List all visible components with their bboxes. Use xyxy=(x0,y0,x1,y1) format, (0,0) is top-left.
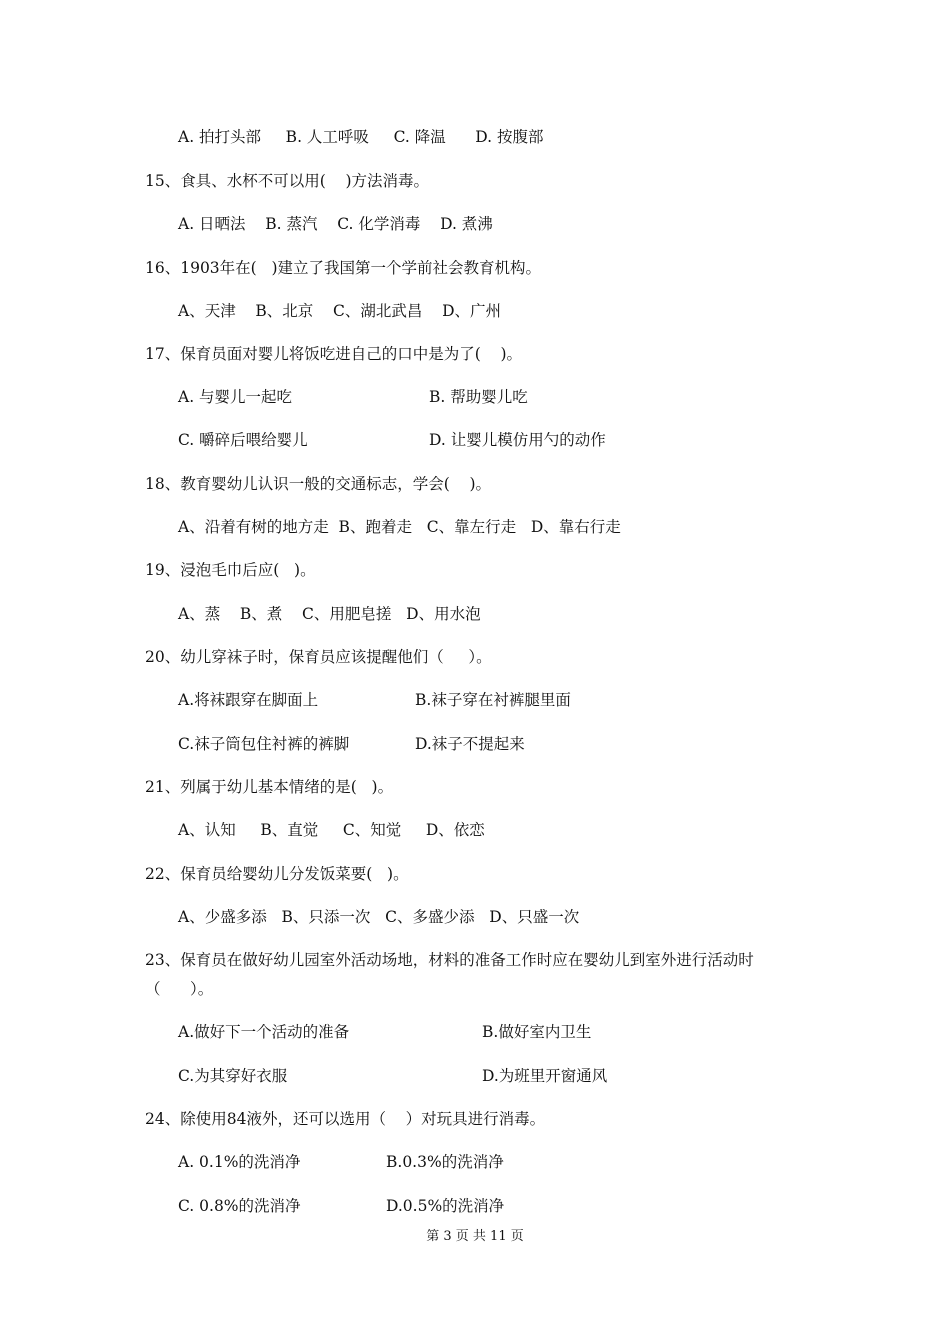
option-q24-b: B.0.3%的洗消净 xyxy=(386,1153,504,1171)
page-footer: 第 3 页 共 11 页 xyxy=(426,1229,524,1244)
question-23: 23、保育员在做好幼儿园室外活动场地，材料的准备工作时应在婴幼儿到室外进行活动时 xyxy=(145,951,754,969)
option-q23-a: A.做好下一个活动的准备 xyxy=(178,1023,350,1041)
option-q20-d: D.袜子不提起来 xyxy=(415,735,525,753)
options-line-q14: A. 拍打头部 B. 人工呼吸 C. 降温 D. 按腹部 xyxy=(178,128,544,146)
question-17: 17、保育员面对婴儿将饭吃进自己的口中是为了( )。 xyxy=(145,345,523,363)
option-q23-d: D.为班里开窗通风 xyxy=(482,1067,608,1085)
option-q17-a: A. 与婴儿一起吃 xyxy=(178,388,293,406)
question-19: 19、浸泡毛巾后应( )。 xyxy=(145,561,316,579)
options-q18: A、沿着有树的地方走 B、跑着走 C、靠左行走 D、靠右行走 xyxy=(178,518,621,536)
option-q17-d: D. 让婴儿模仿用勺的动作 xyxy=(429,431,606,449)
options-q21: A、认知 B、直觉 C、知觉 D、依恋 xyxy=(178,821,485,839)
question-18: 18、教育婴幼儿认识一般的交通标志，学会( )。 xyxy=(145,475,492,493)
option-q23-b: B.做好室内卫生 xyxy=(482,1023,592,1041)
question-21: 21、列属于幼儿基本情绪的是( )。 xyxy=(145,778,394,796)
question-22: 22、保育员给婴幼儿分发饭菜要( )。 xyxy=(145,865,409,883)
question-16: 16、1903年在( )建立了我国第一个学前社会教育机构。 xyxy=(145,259,542,277)
options-q16: A、天津 B、北京 C、湖北武昌 D、广州 xyxy=(178,302,501,320)
option-q17-b: B. 帮助婴儿吃 xyxy=(429,388,528,406)
option-q20-b: B.袜子穿在衬裤腿里面 xyxy=(415,691,571,709)
option-q23-c: C.为其穿好衣服 xyxy=(178,1067,288,1085)
option-q24-a: A. 0.1%的洗消净 xyxy=(178,1153,301,1171)
options-q15: A. 日晒法 B. 蒸汽 C. 化学消毒 D. 煮沸 xyxy=(178,215,493,233)
question-24: 24、除使用84液外，还可以选用（ ）对玩具进行消毒。 xyxy=(145,1110,546,1128)
option-q17-c: C. 嚼碎后喂给婴儿 xyxy=(178,431,308,449)
option-q20-c: C.袜子筒包住衬裤的裤脚 xyxy=(178,735,350,753)
option-q24-c: C. 0.8%的洗消净 xyxy=(178,1197,301,1215)
question-20: 20、幼儿穿袜子时，保育员应该提醒他们（ ）。 xyxy=(145,648,492,666)
question-15: 15、食具、水杯不可以用( )方法消毒。 xyxy=(145,172,430,190)
option-q20-a: A.将袜跟穿在脚面上 xyxy=(178,691,319,709)
option-q24-d: D.0.5%的洗消净 xyxy=(386,1197,505,1215)
options-q19: A、蒸 B、煮 C、用肥皂搓 D、用水泡 xyxy=(178,605,481,623)
options-q22: A、少盛多添 B、只添一次 C、多盛少添 D、只盛一次 xyxy=(178,908,580,926)
question-23-continuation: （ ）。 xyxy=(145,980,214,998)
